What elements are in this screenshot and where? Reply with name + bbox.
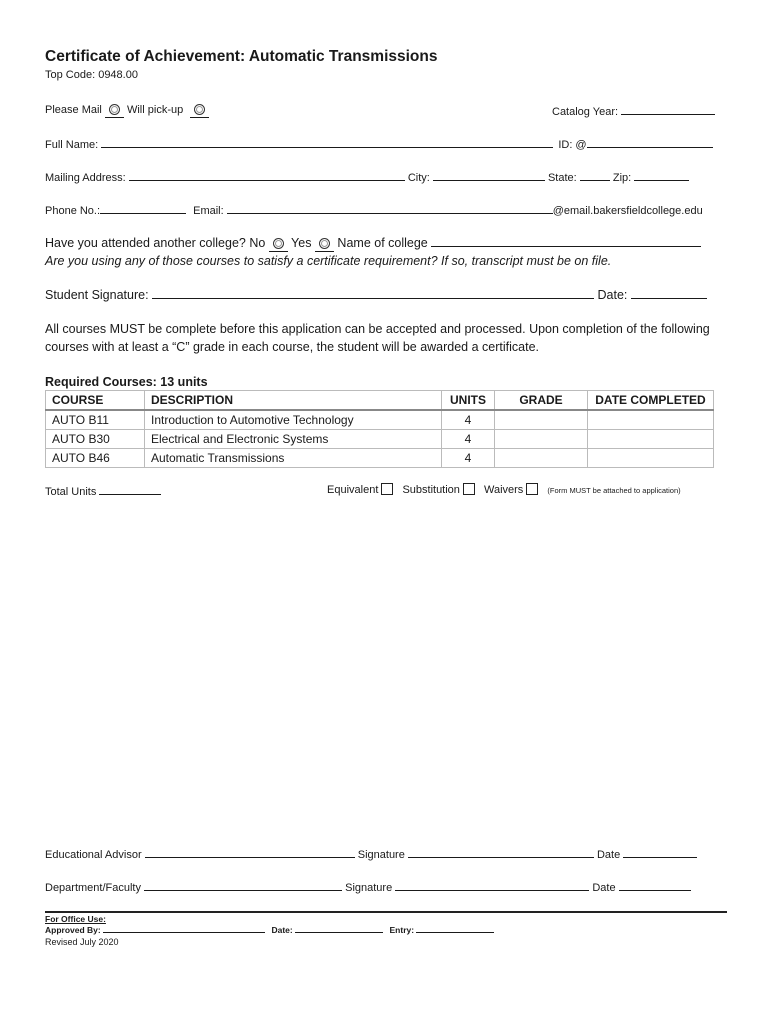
- faculty-signature-field[interactable]: [395, 880, 589, 891]
- waivers-checkbox[interactable]: [526, 483, 538, 495]
- email-label: Email:: [193, 205, 224, 217]
- student-date-label: Date:: [597, 288, 628, 302]
- col-course: COURSE: [46, 391, 145, 411]
- course-units: 4: [442, 430, 495, 449]
- advisor-date-label: Date: [596, 849, 621, 861]
- office-date-label: Date:: [271, 925, 293, 935]
- course-description: Automatic Transmissions: [145, 449, 442, 468]
- transcript-note: Are you using any of those courses to satisfy a certificate requirement? If so, transcript must be on file.: [45, 254, 612, 268]
- table-row: [46, 449, 714, 468]
- yes-label: Yes: [291, 236, 312, 250]
- faculty-signature-label: Signature: [345, 882, 393, 894]
- grade-cell[interactable]: [495, 410, 588, 430]
- student-signature-field[interactable]: [152, 288, 594, 299]
- delivery-options: [45, 104, 209, 118]
- form-note: (Form MUST be attached to application): [547, 486, 681, 495]
- total-units-field[interactable]: [99, 484, 161, 495]
- faculty-date-label: Date: [592, 882, 616, 894]
- adjustment-options: [327, 483, 681, 496]
- col-date-completed: DATE COMPLETED: [588, 391, 714, 411]
- will-pickup-label: Will pick-up: [126, 104, 184, 116]
- grade-cell[interactable]: [495, 430, 588, 449]
- attended-question: Have you attended another college?: [45, 236, 246, 250]
- advisor-signature-field[interactable]: [408, 847, 594, 858]
- entry-field[interactable]: [416, 924, 494, 933]
- educational-advisor-label: Educational Advisor: [45, 849, 142, 861]
- id-label: ID: @: [558, 139, 587, 151]
- date-completed-cell[interactable]: [588, 449, 714, 468]
- phone-field[interactable]: [100, 203, 186, 214]
- course-units: 4: [442, 410, 495, 430]
- attended-row: [45, 236, 701, 252]
- name-of-college-label: Name of college: [337, 236, 428, 250]
- course-description: Introduction to Automotive Technology: [145, 410, 442, 430]
- city-field[interactable]: [433, 170, 545, 181]
- courses-table: [45, 390, 714, 468]
- date-completed-cell[interactable]: [588, 430, 714, 449]
- advisor-row: [45, 847, 697, 861]
- student-signature-label: Student Signature:: [45, 288, 149, 302]
- table-row: [46, 430, 714, 449]
- email-field[interactable]: [227, 203, 553, 214]
- zip-label: Zip:: [612, 172, 632, 184]
- city-label: City:: [407, 172, 430, 184]
- equivalent-label: Equivalent: [327, 484, 379, 496]
- substitution-label: Substitution: [402, 484, 460, 496]
- faculty-date-field[interactable]: [619, 880, 691, 891]
- col-grade: GRADE: [495, 391, 588, 411]
- catalog-year: [552, 104, 715, 118]
- state-label: State:: [547, 172, 577, 184]
- name-of-college-field[interactable]: [431, 236, 701, 247]
- phone-label: Phone No.:: [45, 205, 101, 217]
- zip-field[interactable]: [634, 170, 689, 181]
- email-suffix: @email.bakersfieldcollege.edu: [552, 205, 703, 217]
- table-row: [46, 410, 714, 430]
- top-code: Top Code: 0948.00: [45, 69, 138, 81]
- col-units: UNITS: [442, 391, 495, 411]
- please-mail-radio[interactable]: [109, 104, 120, 115]
- page-title: Certificate of Achievement: Automatic Transmissions: [45, 48, 438, 65]
- approved-by-field[interactable]: [103, 924, 265, 933]
- office-date-field[interactable]: [295, 924, 383, 933]
- course-description: Electrical and Electronic Systems: [145, 430, 442, 449]
- notice-line-2: courses with at least a “C” grade in each course, the student will be awarded a certificate.: [45, 340, 540, 354]
- please-mail-label: Please Mail: [45, 104, 102, 116]
- office-divider: [45, 911, 727, 913]
- contact-row: [45, 203, 703, 217]
- waivers-label: Waivers: [483, 484, 524, 496]
- revised-date: Revised July 2020: [45, 937, 119, 947]
- course-code: AUTO B46: [46, 449, 145, 468]
- date-completed-cell[interactable]: [588, 410, 714, 430]
- department-faculty-label: Department/Faculty: [45, 882, 141, 894]
- entry-label: Entry:: [389, 925, 415, 935]
- student-date-field[interactable]: [631, 288, 707, 299]
- mailing-address-field[interactable]: [129, 170, 405, 181]
- student-signature-row: [45, 288, 707, 302]
- faculty-row: [45, 880, 691, 894]
- advisor-date-field[interactable]: [623, 847, 697, 858]
- id-field[interactable]: [587, 137, 713, 148]
- catalog-year-field[interactable]: [621, 104, 715, 115]
- total-units-label: Total Units: [45, 486, 97, 498]
- address-row: [45, 170, 689, 184]
- full-name-row: [45, 137, 713, 151]
- notice-line-1: All courses MUST be complete before this application can be accepted and processed. Upon completion of the following: [45, 322, 710, 336]
- grade-cell[interactable]: [495, 449, 588, 468]
- full-name-label: Full Name:: [45, 139, 99, 151]
- full-name-field[interactable]: [101, 137, 553, 148]
- no-label: No: [249, 236, 266, 250]
- will-pickup-radio[interactable]: [194, 104, 205, 115]
- substitution-checkbox[interactable]: [463, 483, 475, 495]
- approved-by-label: Approved By:: [45, 925, 101, 935]
- educational-advisor-field[interactable]: [145, 847, 355, 858]
- office-approval-row: [45, 924, 494, 935]
- advisor-signature-label: Signature: [357, 849, 405, 861]
- state-field[interactable]: [580, 170, 610, 181]
- no-radio[interactable]: [273, 238, 284, 249]
- course-code: AUTO B30: [46, 430, 145, 449]
- mailing-address-label: Mailing Address:: [45, 172, 126, 184]
- course-units: 4: [442, 449, 495, 468]
- department-faculty-field[interactable]: [144, 880, 342, 891]
- catalog-year-label: Catalog Year:: [552, 106, 619, 118]
- equivalent-checkbox[interactable]: [381, 483, 393, 495]
- required-courses-heading: Required Courses: 13 units: [45, 375, 208, 389]
- office-use-heading: For Office Use:: [45, 914, 106, 924]
- col-description: DESCRIPTION: [145, 391, 442, 411]
- yes-radio[interactable]: [319, 238, 330, 249]
- total-units-row: [45, 484, 161, 498]
- course-code: AUTO B11: [46, 410, 145, 430]
